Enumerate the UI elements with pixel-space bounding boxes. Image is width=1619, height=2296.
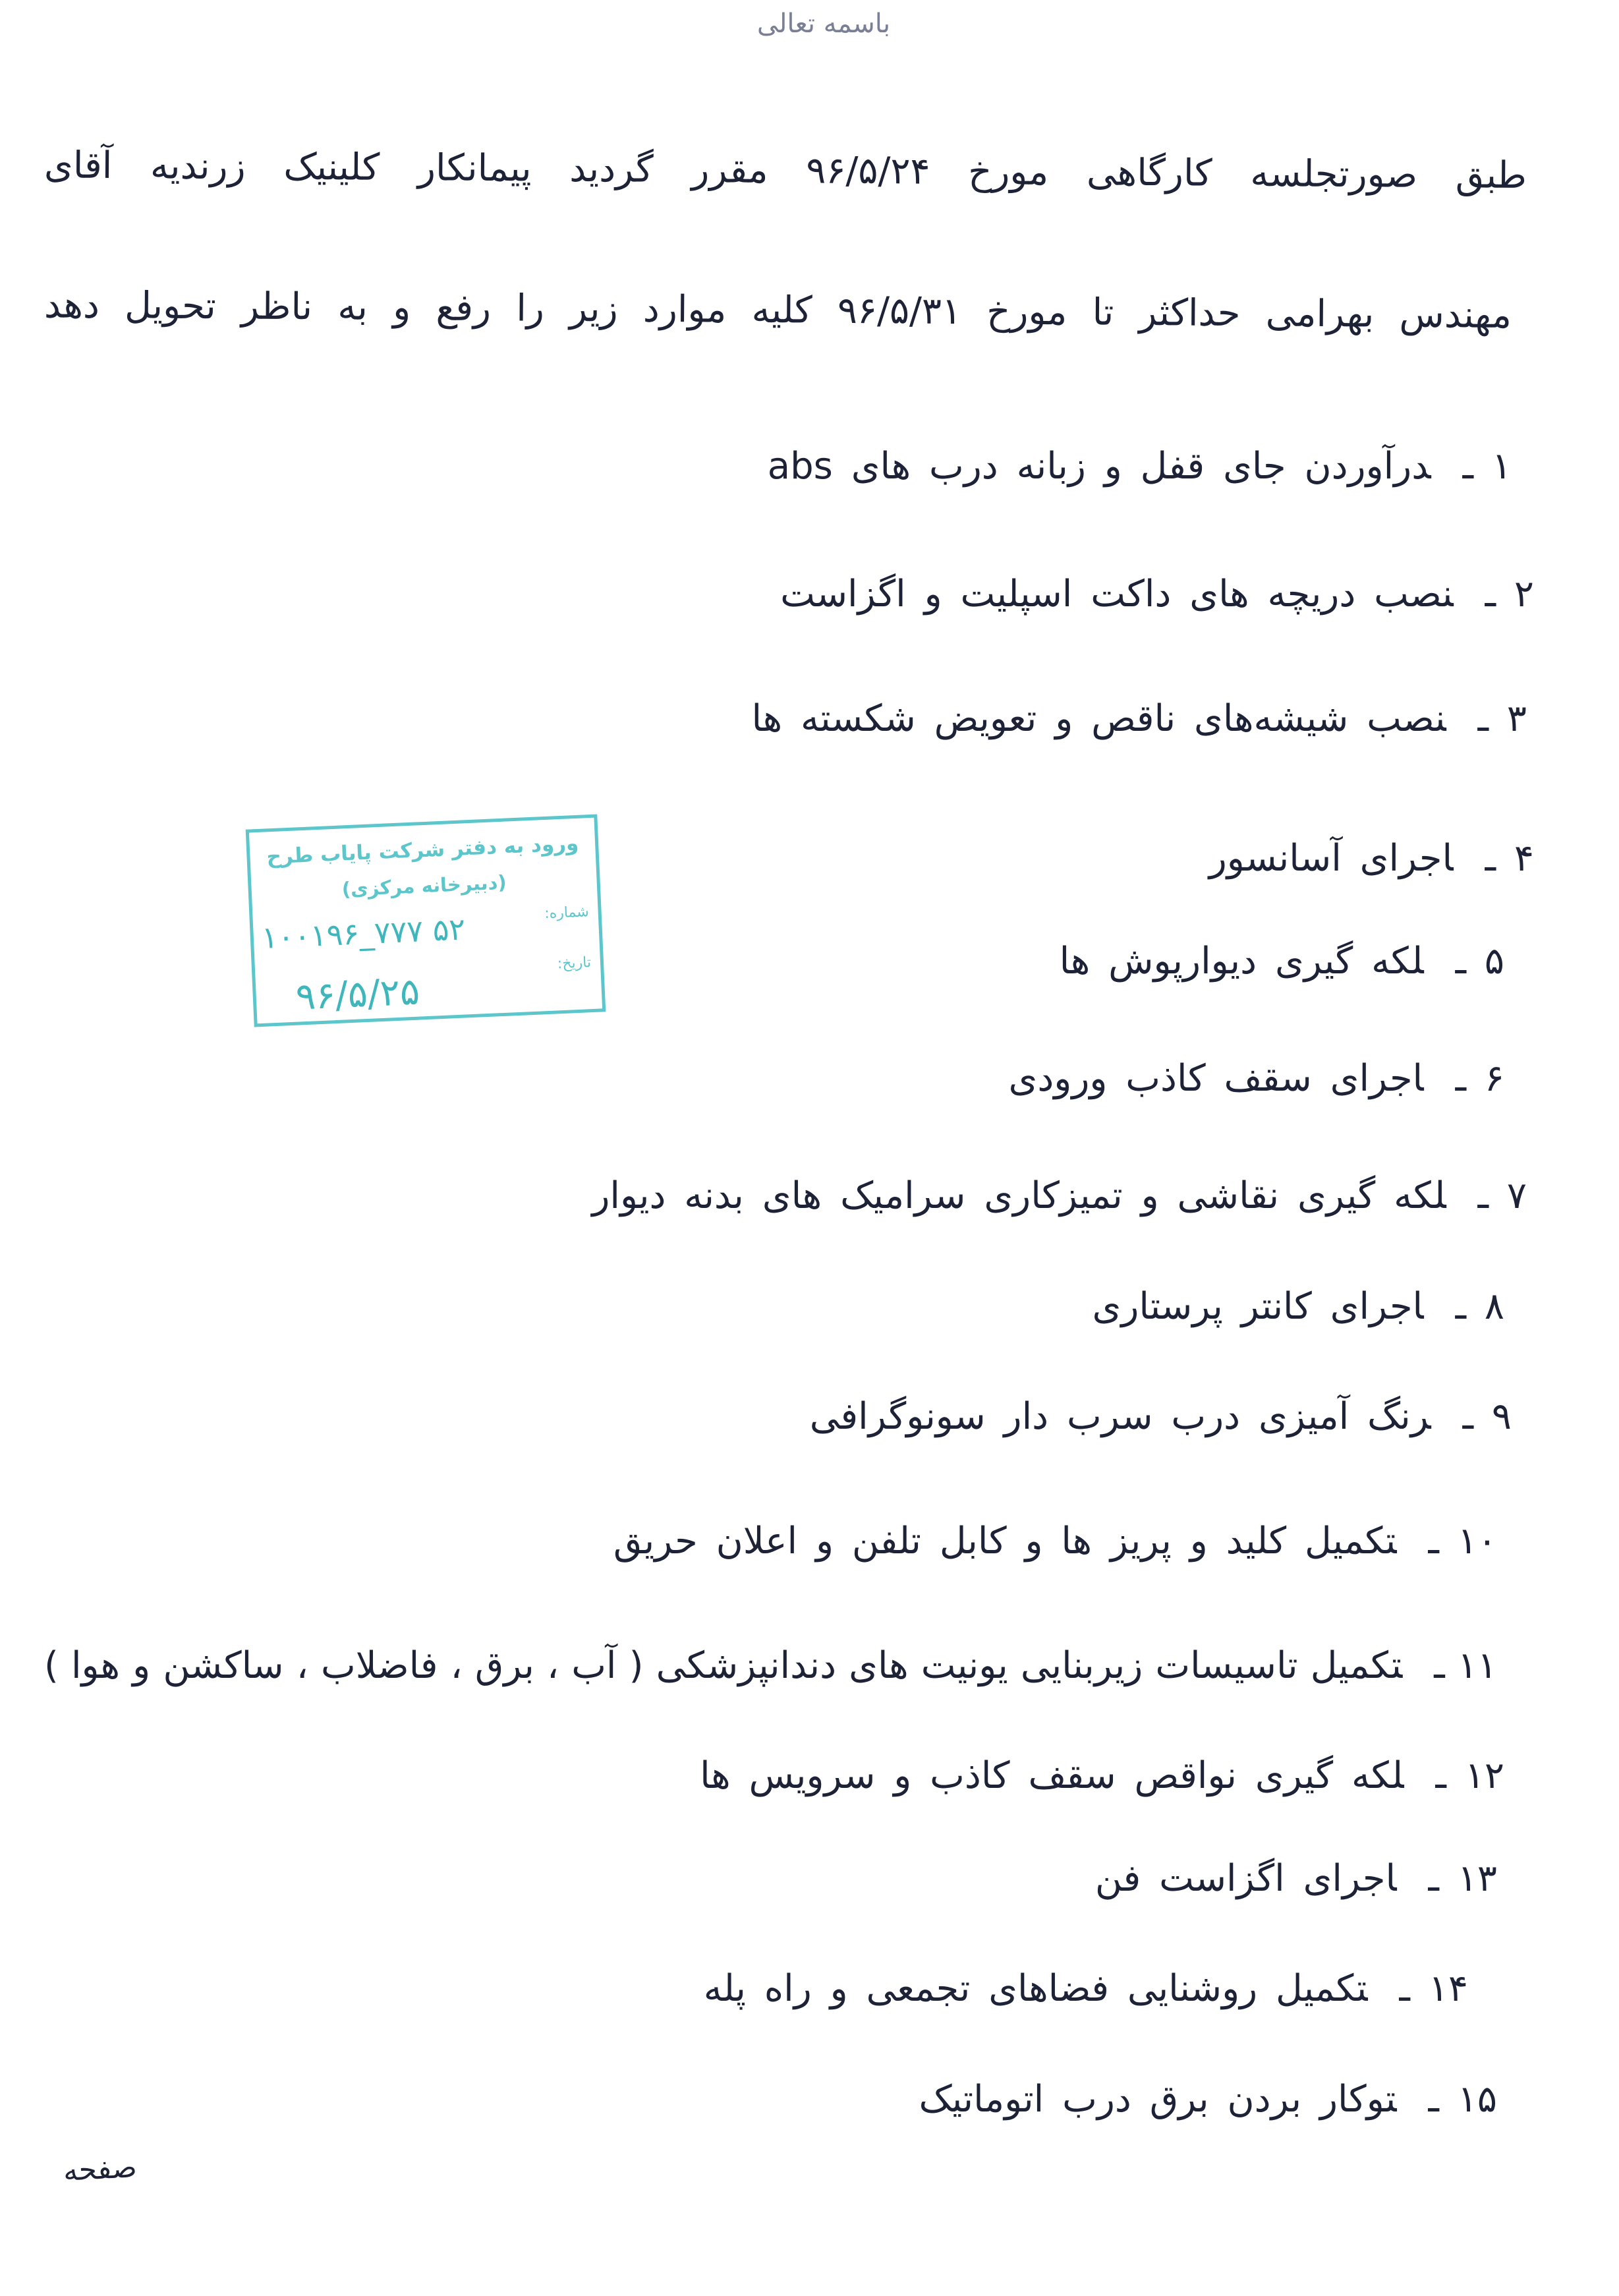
list-item	[919, 2077, 1498, 2123]
item-text: لکه گیری دیوارپوش ها	[1059, 940, 1424, 983]
stamp-number-label: شماره:	[544, 904, 590, 923]
item-text: لکه گیری نقاشی و تمیزکاری سرامیک های بدنه دیوار	[592, 1174, 1446, 1217]
list-item	[1060, 938, 1504, 985]
list-item	[780, 571, 1534, 617]
item-number: ۸ ـ	[1455, 1285, 1504, 1328]
item-number: ۱۵ ـ	[1428, 2078, 1497, 2121]
item-number: ۹ ـ	[1462, 1395, 1512, 1438]
page-label: صفحه	[62, 2150, 138, 2188]
item-number: ۱۲ ـ	[1435, 1754, 1504, 1797]
received-stamp	[246, 814, 606, 1027]
list-item	[1209, 836, 1534, 882]
stamp-title: ورود به دفتر شرکت پایاب طرح	[266, 831, 579, 869]
item-number: ۱۳ ـ	[1428, 1857, 1497, 1900]
stamp-subtitle: (دبیرخانه مرکزی)	[341, 871, 507, 901]
item-number: ۳ ـ	[1477, 697, 1527, 740]
item-number: ۱۴ ـ	[1399, 1967, 1468, 2010]
list-item	[810, 1394, 1512, 1440]
item-text: تکمیل تاسیسات زیربنایی یونیت های دندانپزشکی ( آب ، برق ، فاضلاب ، ساکشن و هوا )	[44, 1644, 1403, 1687]
item-number: ۵ ـ	[1455, 940, 1504, 983]
deadline-date: ۹۶/۵/۳۱	[837, 289, 962, 333]
item-text: درآوردن جای قفل و زبانه درب های abs	[767, 445, 1431, 488]
list-item	[592, 1173, 1527, 1219]
list-item	[613, 1518, 1497, 1564]
item-text: اجرای کانتر پرستاری	[1092, 1285, 1424, 1328]
list-item	[700, 1753, 1504, 1799]
item-number: ۱۰ ـ	[1428, 1520, 1497, 1563]
list-item	[704, 1966, 1468, 2012]
item-text: تکمیل کلید و پریز ها و کابل تلفن و اعلان حریق	[613, 1520, 1397, 1563]
list-item	[1093, 1284, 1504, 1330]
list-item	[44, 1643, 1497, 1689]
item-text: توکار بردن برق درب اتوماتیک	[919, 2078, 1397, 2121]
list-item	[1095, 1856, 1497, 1902]
item-number: ۷ ـ	[1477, 1174, 1527, 1217]
list-item	[752, 696, 1527, 742]
stamp-date-label: تاریخ:	[557, 954, 592, 973]
item-text: نصب دریچه های داکت اسپلیت و اگزاست	[780, 573, 1454, 616]
item-text: رنگ آمیزی درب سرب دار سونوگرافی	[809, 1395, 1431, 1438]
intro-line-1-text-start: طبق صورتجلسه کارگاهی مورخ	[967, 150, 1527, 197]
item-text: نصب شیشه‌های ناقص و تعویض شکسته ها	[751, 697, 1446, 740]
item-text: اجرای اگزاست فن	[1094, 1857, 1397, 1900]
item-text: اجرای آسانسور	[1208, 837, 1454, 880]
item-text: اجرای سقف کاذب ورودی	[1008, 1057, 1424, 1100]
intro-line-1-text-end: مقرر گردید پیمانکار کلینیک زرندیه آقای	[43, 144, 768, 192]
item-text: لکه گیری نواقص سقف کاذب و سرویس ها	[700, 1754, 1404, 1797]
stamp-date-value: ۹۶/۵/۲۵	[295, 970, 421, 1019]
item-text: تکمیل روشنایی فضاهای تجمعی و راه پله	[703, 1967, 1368, 2010]
list-item	[768, 444, 1512, 490]
item-number: ۲ ـ	[1485, 573, 1534, 616]
intro-line-1	[44, 142, 1527, 199]
item-number: ۱ ـ	[1462, 445, 1512, 488]
list-item	[1009, 1056, 1504, 1102]
meeting-date: ۹۶/۵/۲۴	[806, 149, 930, 193]
intro-line-2-text-start: مهندس بهرامی حداکثر تا مورخ	[986, 290, 1512, 337]
document-header-invocation: باسمه تعالی	[756, 9, 891, 39]
item-number: ۴ ـ	[1485, 837, 1534, 880]
item-number: ۱۱ ـ	[1434, 1644, 1497, 1687]
stamp-number-value: ۱۰۰۱۹۶_۷۷۷ ۵۲	[260, 911, 467, 956]
intro-line-2	[44, 282, 1512, 339]
intro-line-2-text-end: کلیه موارد زیر را رفع و به ناظر تحویل دهد	[43, 283, 812, 332]
item-number: ۶ ـ	[1455, 1057, 1504, 1100]
